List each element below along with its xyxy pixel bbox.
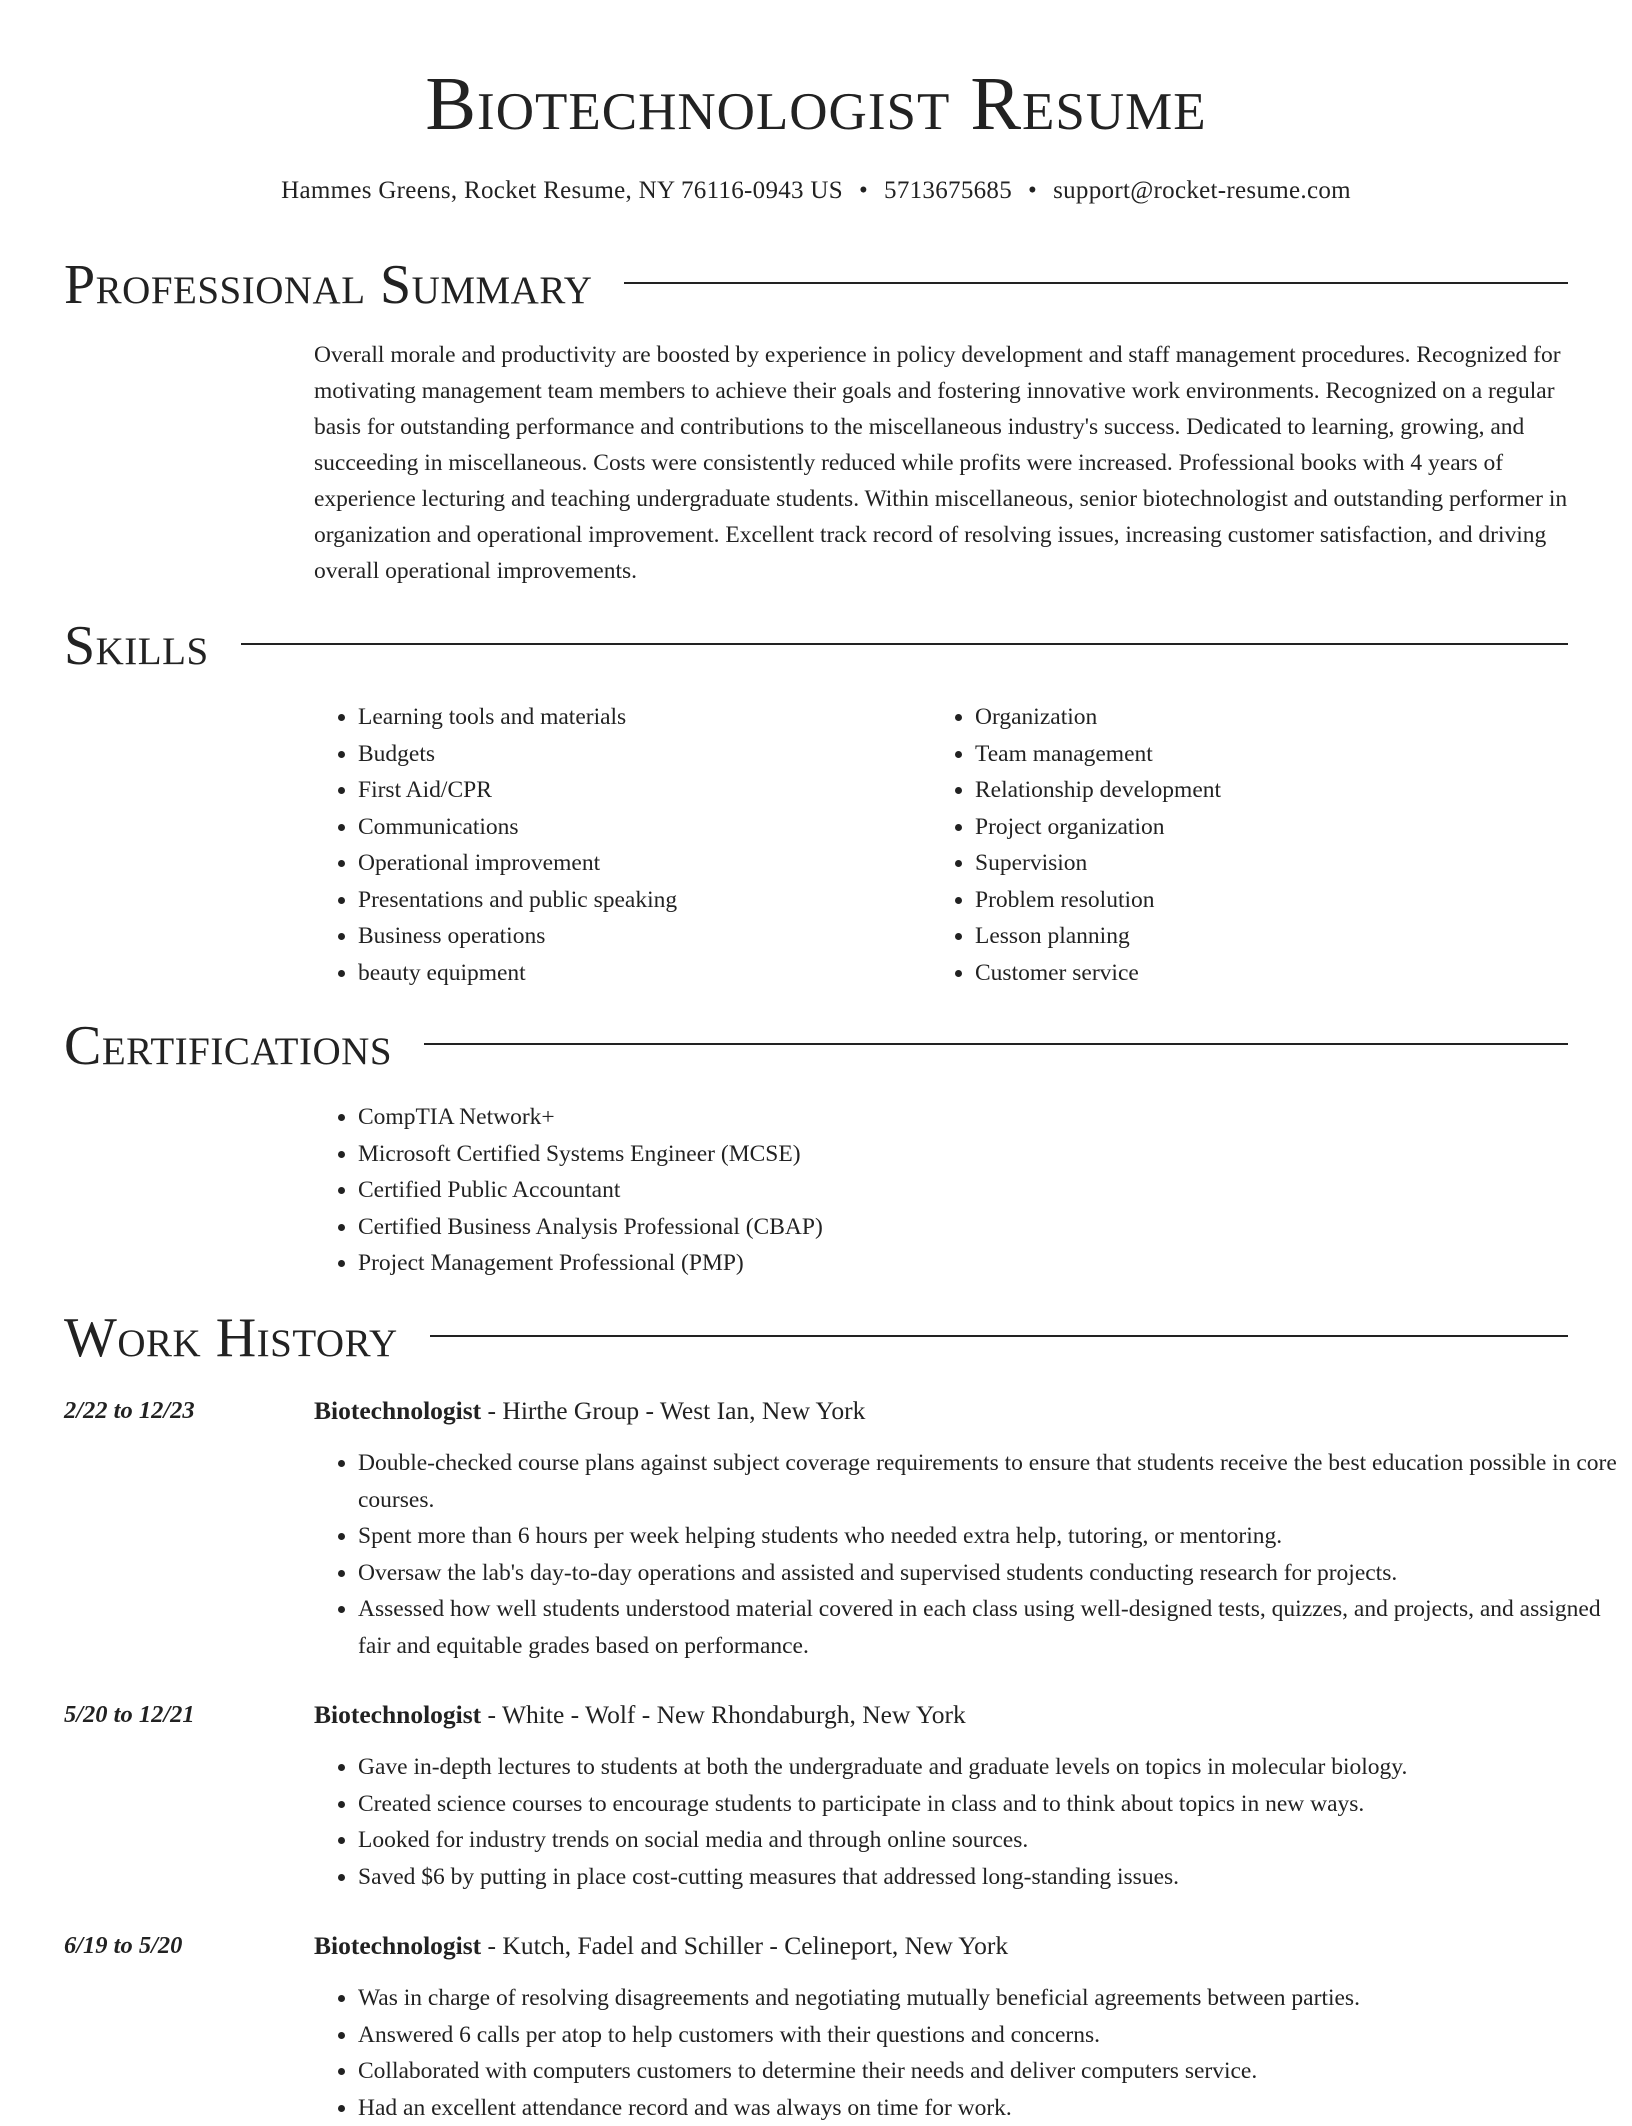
job-duty: • Spent more than 6 hours per week helping students who needed extra help, tutoring, or mentoring. bbox=[358, 1518, 1620, 1555]
certifications-section-header bbox=[64, 1011, 1568, 1081]
skill-item: • Presentations and public speaking bbox=[358, 882, 918, 919]
skill-item: • Communications bbox=[358, 809, 918, 846]
certification-item: • CompTIA Network+ bbox=[358, 1099, 1618, 1136]
job-heading bbox=[314, 1393, 865, 1429]
work-history-section-header bbox=[64, 1303, 1568, 1373]
section-divider bbox=[430, 1335, 1568, 1337]
job-duty: • Looked for industry trends on social media and through online sources. bbox=[358, 1822, 1620, 1859]
job-duty: • Double-checked course plans against subject coverage requirements to ensure that students receive the best education possible in core courses. bbox=[358, 1445, 1620, 1518]
contact-email: support@rocket-resume.com bbox=[1053, 177, 1351, 204]
job-employer: - Kutch, Fadel and Schiller - Celineport, New York bbox=[481, 1931, 1008, 1960]
contact-address: Hammes Greens, Rocket Resume, NY 76116-0943 US bbox=[281, 177, 843, 204]
skills-section-header bbox=[64, 611, 1568, 681]
certification-item: • Certified Public Accountant bbox=[358, 1172, 1618, 1209]
certifications-heading: Certifications bbox=[64, 1011, 392, 1081]
resume-title: Biotechnologist Resume bbox=[0, 56, 1632, 152]
job-heading bbox=[314, 1697, 966, 1733]
skill-item: • Team management bbox=[975, 736, 1575, 773]
job-duties-list bbox=[314, 1980, 1620, 2126]
job-employer: - White - Wolf - New Rhondaburgh, New York bbox=[481, 1700, 966, 1729]
certification-item: • Project Management Professional (PMP) bbox=[358, 1245, 1618, 1282]
job-duty: • Was in charge of resolving disagreements and negotiating mutually beneficial agreements between parties. bbox=[358, 1980, 1620, 2017]
skill-item: • Supervision bbox=[975, 845, 1575, 882]
job-duties-list bbox=[314, 1749, 1620, 1895]
skill-item: • Relationship development bbox=[975, 772, 1575, 809]
section-divider bbox=[241, 643, 1568, 645]
contact-line bbox=[0, 174, 1632, 208]
job-duties-list bbox=[314, 1445, 1620, 1664]
job-duty: • Assessed how well students understood material covered in each class using well-designed tests, quizzes, and projects, and assigned fair and equitable grades based on performance. bbox=[358, 1591, 1620, 1664]
certifications-list bbox=[314, 1099, 1618, 1282]
skill-item: • Lesson planning bbox=[975, 918, 1575, 955]
job-duty: • Gave in-depth lectures to students at both the undergraduate and graduate levels on topics in molecular biology. bbox=[358, 1749, 1620, 1786]
section-divider bbox=[624, 282, 1568, 284]
skill-item: • Customer service bbox=[975, 955, 1575, 992]
skill-item: • beauty equipment bbox=[358, 955, 918, 992]
job-duty: • Saved $6 by putting in place cost-cutting measures that addressed long-standing issues. bbox=[358, 1859, 1620, 1896]
skills-heading: Skills bbox=[64, 611, 209, 681]
work-history-heading: Work History bbox=[64, 1303, 398, 1373]
job-dates: 2/22 to 12/23 bbox=[64, 1393, 195, 1429]
skill-item: • Project organization bbox=[975, 809, 1575, 846]
summary-text: Overall morale and productivity are boosted by experience in policy development and staff management procedures. Recognized for motivating management team members to achieve their goals and fostering innovative work environments. Recognized on a regular basis for outstanding performance and contributions to the miscellaneous industry's success. Dedicated to learning, growing, and succeeding in miscellaneous. Costs were consistently reduced while profits were increased. Professional books with 4 years of experience lecturing and teaching undergraduate students. Within miscellaneous, senior biotechnologist and outstanding performer in organization and operational improvement. Excellent track record of resolving issues, increasing customer satisfaction, and driving overall operational improvements. bbox=[314, 337, 1574, 589]
job-duty: • Created science courses to encourage students to participate in class and to think about topics in new ways. bbox=[358, 1786, 1620, 1823]
certification-item: • Certified Business Analysis Professional (CBAP) bbox=[358, 1209, 1618, 1246]
job-role: Biotechnologist bbox=[314, 1700, 481, 1729]
certification-item: • Microsoft Certified Systems Engineer (MCSE) bbox=[358, 1136, 1618, 1173]
skill-item: • Organization bbox=[975, 699, 1575, 736]
job-heading bbox=[314, 1928, 1008, 1964]
skills-list-left bbox=[314, 699, 918, 991]
job-role: Biotechnologist bbox=[314, 1396, 481, 1425]
job-role: Biotechnologist bbox=[314, 1931, 481, 1960]
contact-separator: • bbox=[859, 174, 868, 208]
skill-item: • Budgets bbox=[358, 736, 918, 773]
skills-list-right bbox=[931, 699, 1575, 991]
job-employer: - Hirthe Group - West Ian, New York bbox=[481, 1396, 865, 1425]
job-dates: 5/20 to 12/21 bbox=[64, 1697, 195, 1733]
contact-phone: 5713675685 bbox=[884, 177, 1012, 204]
contact-separator: • bbox=[1028, 174, 1037, 208]
job-dates: 6/19 to 5/20 bbox=[64, 1928, 182, 1964]
skill-item: • Business operations bbox=[358, 918, 918, 955]
skill-item: • Problem resolution bbox=[975, 882, 1575, 919]
job-duty: • Collaborated with computers customers to determine their needs and deliver computers service. bbox=[358, 2053, 1620, 2090]
summary-section-header bbox=[64, 250, 1568, 320]
summary-heading: Professional Summary bbox=[64, 250, 592, 320]
section-divider bbox=[424, 1043, 1568, 1045]
job-duty: • Answered 6 calls per atop to help customers with their questions and concerns. bbox=[358, 2017, 1620, 2054]
skill-item: • Learning tools and materials bbox=[358, 699, 918, 736]
skill-item: • First Aid/CPR bbox=[358, 772, 918, 809]
job-duty: • Oversaw the lab's day-to-day operations and assisted and supervised students conducting research for projects. bbox=[358, 1555, 1620, 1592]
skill-item: • Operational improvement bbox=[358, 845, 918, 882]
job-duty: • Had an excellent attendance record and was always on time for work. bbox=[358, 2090, 1620, 2126]
